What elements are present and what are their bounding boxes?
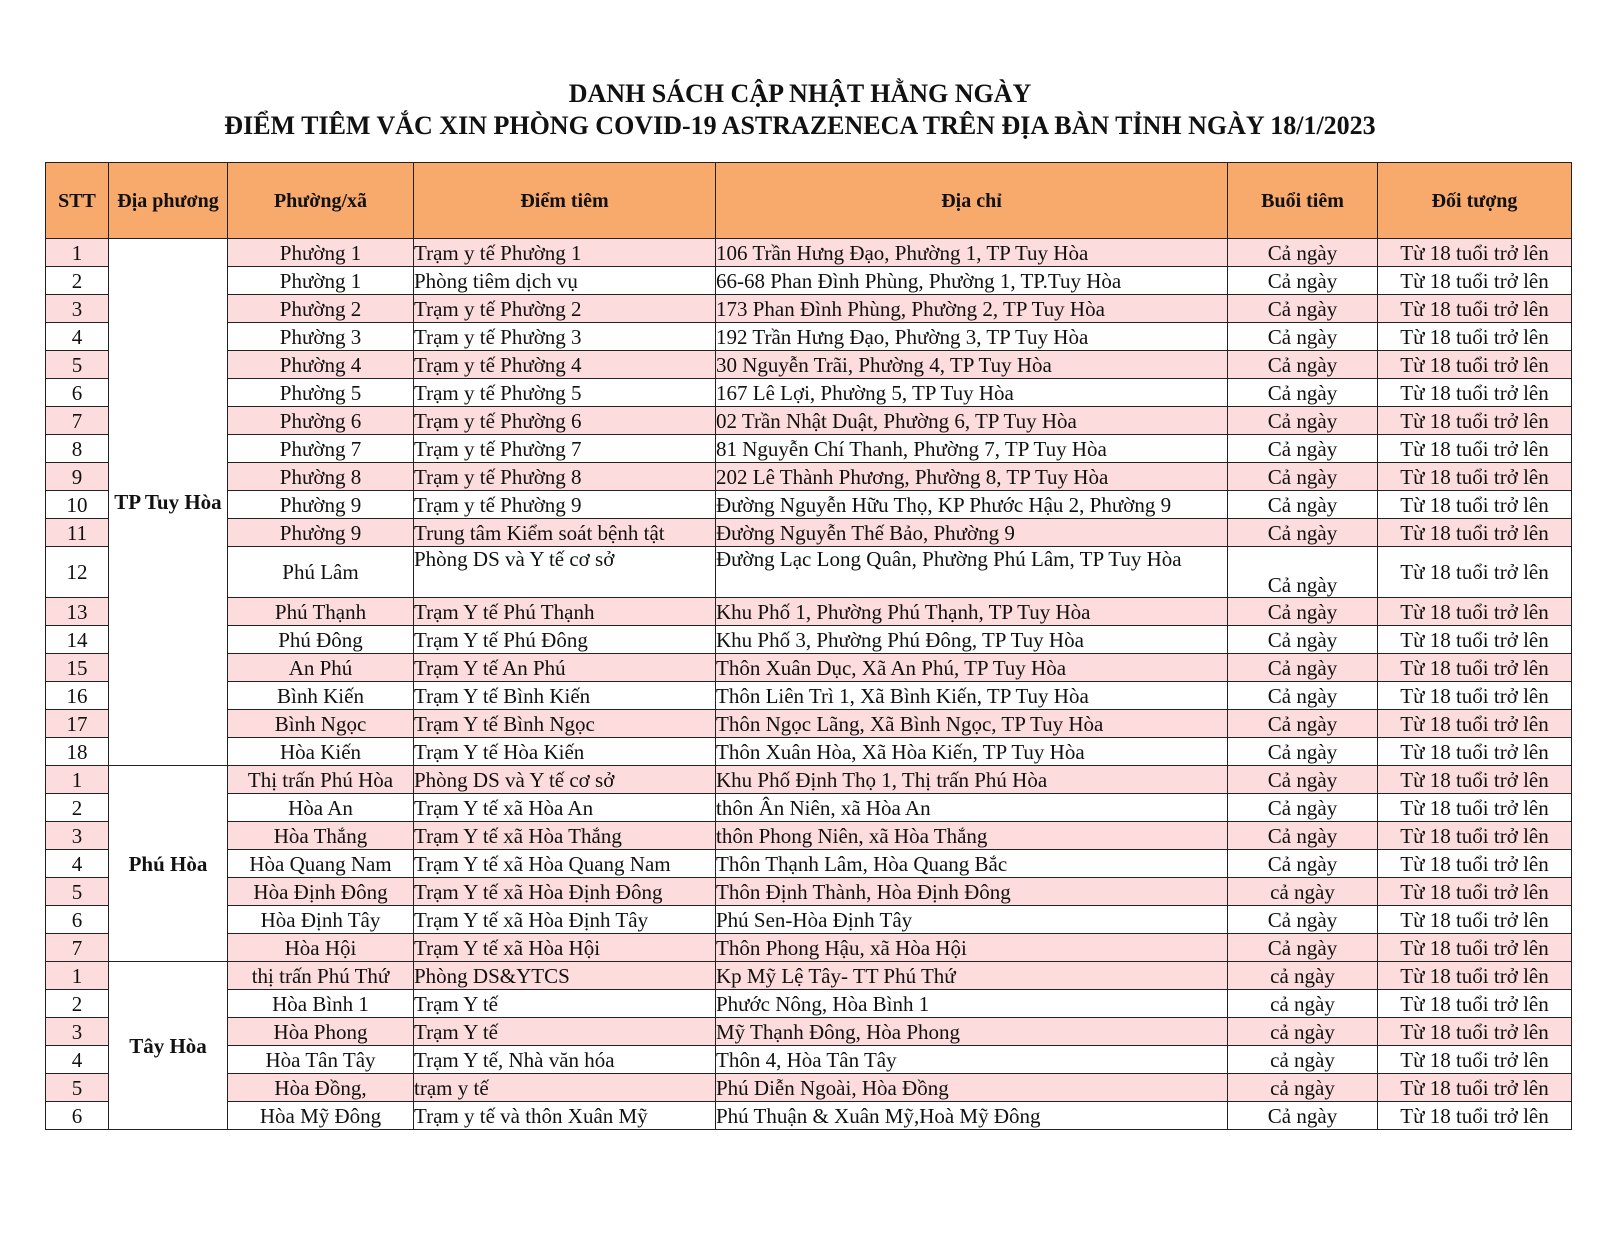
vaccination-sites-table (45, 162, 1572, 1130)
table-row (46, 738, 1572, 766)
session-cell: Cả ngày (1228, 463, 1378, 491)
ward-cell: Phường 1 (228, 239, 414, 267)
ward-cell: Thị trấn Phú Hòa (228, 766, 414, 794)
session-cell: Cả ngày (1228, 598, 1378, 626)
target-cell: Từ 18 tuổi trở lên (1378, 822, 1572, 850)
header-target: Đối tượng (1378, 163, 1572, 239)
table-row (46, 934, 1572, 962)
ward-cell: Phường 7 (228, 435, 414, 463)
target-cell: Từ 18 tuổi trở lên (1378, 379, 1572, 407)
session-cell: Cả ngày (1228, 547, 1378, 598)
session-cell: Cả ngày (1228, 491, 1378, 519)
session-cell: Cả ngày (1228, 822, 1378, 850)
ward-cell: Bình Kiến (228, 682, 414, 710)
site-cell: Trạm Y tế Bình Ngọc (414, 710, 716, 738)
ward-cell: Hòa Kiến (228, 738, 414, 766)
ward-cell: Phường 8 (228, 463, 414, 491)
session-cell: Cả ngày (1228, 766, 1378, 794)
stt-cell: 14 (46, 626, 109, 654)
site-cell: Phòng tiêm dịch vụ (414, 267, 716, 295)
site-cell: Trạm Y tế, Nhà văn hóa (414, 1046, 716, 1074)
stt-cell: 4 (46, 850, 109, 878)
ward-cell: Hòa Định Đông (228, 878, 414, 906)
table-row (46, 766, 1572, 794)
address-cell: Phước Nông, Hòa Bình 1 (716, 990, 1228, 1018)
session-cell: Cả ngày (1228, 435, 1378, 463)
target-cell: Từ 18 tuổi trở lên (1378, 962, 1572, 990)
stt-cell: 2 (46, 267, 109, 295)
address-cell: 202 Lê Thành Phương, Phường 8, TP Tuy Hòa (716, 463, 1228, 491)
address-cell: 30 Nguyễn Trãi, Phường 4, TP Tuy Hòa (716, 351, 1228, 379)
stt-cell: 3 (46, 1018, 109, 1046)
locality-cell: TP Tuy Hòa (109, 239, 228, 766)
address-cell: 106 Trần Hưng Đạo, Phường 1, TP Tuy Hòa (716, 239, 1228, 267)
site-cell: Phòng DS và Y tế cơ sở (414, 766, 716, 794)
site-cell: Trạm y tế Phường 8 (414, 463, 716, 491)
table-row (46, 1074, 1572, 1102)
table-row (46, 794, 1572, 822)
session-cell: Cả ngày (1228, 295, 1378, 323)
stt-cell: 5 (46, 351, 109, 379)
site-cell: Trung tâm Kiểm soát bệnh tật (414, 519, 716, 547)
table-row (46, 295, 1572, 323)
target-cell: Từ 18 tuổi trở lên (1378, 1018, 1572, 1046)
site-cell: Phòng DS&YTCS (414, 962, 716, 990)
site-cell: Trạm Y tế xã Hòa Hội (414, 934, 716, 962)
address-cell: 81 Nguyễn Chí Thanh, Phường 7, TP Tuy Hòa (716, 435, 1228, 463)
session-cell: Cả ngày (1228, 267, 1378, 295)
table-row (46, 990, 1572, 1018)
target-cell: Từ 18 tuổi trở lên (1378, 850, 1572, 878)
address-cell: thôn Ân Niên, xã Hòa An (716, 794, 1228, 822)
target-cell: Từ 18 tuổi trở lên (1378, 934, 1572, 962)
site-cell: Phòng DS và Y tế cơ sở (414, 547, 716, 598)
session-cell: Cả ngày (1228, 379, 1378, 407)
session-cell: Cả ngày (1228, 323, 1378, 351)
address-cell: Đường Nguyễn Thế Bảo, Phường 9 (716, 519, 1228, 547)
table-row (46, 1046, 1572, 1074)
session-cell: Cả ngày (1228, 239, 1378, 267)
header-address: Địa chỉ (716, 163, 1228, 239)
address-cell: Thôn Định Thành, Hòa Định Đông (716, 878, 1228, 906)
target-cell: Từ 18 tuổi trở lên (1378, 1102, 1572, 1130)
table-row (46, 351, 1572, 379)
stt-cell: 1 (46, 239, 109, 267)
ward-cell: Phường 9 (228, 519, 414, 547)
table-row (46, 435, 1572, 463)
table-row (46, 267, 1572, 295)
locality-cell: Tây Hòa (109, 962, 228, 1130)
table-row (46, 463, 1572, 491)
ward-cell: Phường 2 (228, 295, 414, 323)
stt-cell: 2 (46, 990, 109, 1018)
header-session: Buổi tiêm (1228, 163, 1378, 239)
session-cell: cả ngày (1228, 1018, 1378, 1046)
address-cell: Thôn Ngọc Lãng, Xã Bình Ngọc, TP Tuy Hòa (716, 710, 1228, 738)
address-cell: Phú Thuận & Xuân Mỹ,Hoà Mỹ Đông (716, 1102, 1228, 1130)
header-ward: Phường/xã (228, 163, 414, 239)
address-cell: Thôn 4, Hòa Tân Tây (716, 1046, 1228, 1074)
ward-cell: Phú Thạnh (228, 598, 414, 626)
address-cell: Phú Sen-Hòa Định Tây (716, 906, 1228, 934)
stt-cell: 1 (46, 962, 109, 990)
site-cell: Trạm y tế Phường 2 (414, 295, 716, 323)
session-cell: Cả ngày (1228, 1102, 1378, 1130)
site-cell: Trạm Y tế xã Hòa Quang Nam (414, 850, 716, 878)
site-cell: Trạm Y tế (414, 990, 716, 1018)
stt-cell: 3 (46, 822, 109, 850)
site-cell: Trạm Y tế An Phú (414, 654, 716, 682)
target-cell: Từ 18 tuổi trở lên (1378, 1046, 1572, 1074)
document-subtitle: ĐIỂM TIÊM VẮC XIN PHÒNG COVID-19 ASTRAZENECA TRÊN ĐỊA BÀN TỈNH NGÀY 18/1/2023 (224, 111, 1376, 140)
table-row (46, 682, 1572, 710)
table-row (46, 519, 1572, 547)
ward-cell: Phường 4 (228, 351, 414, 379)
target-cell: Từ 18 tuổi trở lên (1378, 682, 1572, 710)
target-cell: Từ 18 tuổi trở lên (1378, 738, 1572, 766)
ward-cell: Phường 1 (228, 267, 414, 295)
table-row (46, 878, 1572, 906)
site-cell: Trạm y tế Phường 5 (414, 379, 716, 407)
ward-cell: Phú Lâm (228, 547, 414, 598)
ward-cell: Hòa Đồng, (228, 1074, 414, 1102)
site-cell: Trạm Y tế Phú Đông (414, 626, 716, 654)
table-row (46, 1018, 1572, 1046)
session-cell: Cả ngày (1228, 934, 1378, 962)
address-cell: Khu Phố Định Thọ 1, Thị trấn Phú Hòa (716, 766, 1228, 794)
table-row (46, 379, 1572, 407)
target-cell: Từ 18 tuổi trở lên (1378, 407, 1572, 435)
table-row (46, 626, 1572, 654)
stt-cell: 10 (46, 491, 109, 519)
site-cell: Trạm Y tế xã Hòa Định Tây (414, 906, 716, 934)
site-cell: Trạm Y tế xã Hòa Thắng (414, 822, 716, 850)
session-cell: Cả ngày (1228, 710, 1378, 738)
session-cell: cả ngày (1228, 962, 1378, 990)
target-cell: Từ 18 tuổi trở lên (1378, 990, 1572, 1018)
address-cell: thôn Phong Niên, xã Hòa Thắng (716, 822, 1228, 850)
session-cell: cả ngày (1228, 990, 1378, 1018)
address-cell: Mỹ Thạnh Đông, Hòa Phong (716, 1018, 1228, 1046)
stt-cell: 7 (46, 407, 109, 435)
table-row (46, 822, 1572, 850)
session-cell: Cả ngày (1228, 850, 1378, 878)
ward-cell: Phường 3 (228, 323, 414, 351)
stt-cell: 16 (46, 682, 109, 710)
table-row (46, 710, 1572, 738)
site-cell: Trạm Y tế Phú Thạnh (414, 598, 716, 626)
address-cell: 192 Trần Hưng Đạo, Phường 3, TP Tuy Hòa (716, 323, 1228, 351)
ward-cell: Hòa Quang Nam (228, 850, 414, 878)
target-cell: Từ 18 tuổi trở lên (1378, 239, 1572, 267)
stt-cell: 2 (46, 794, 109, 822)
target-cell: Từ 18 tuổi trở lên (1378, 323, 1572, 351)
stt-cell: 4 (46, 1046, 109, 1074)
stt-cell: 15 (46, 654, 109, 682)
ward-cell: Hòa Hội (228, 934, 414, 962)
table-row (46, 962, 1572, 990)
session-cell: Cả ngày (1228, 654, 1378, 682)
session-cell: Cả ngày (1228, 351, 1378, 379)
address-cell: Khu Phố 1, Phường Phú Thạnh, TP Tuy Hòa (716, 598, 1228, 626)
stt-cell: 6 (46, 1102, 109, 1130)
target-cell: Từ 18 tuổi trở lên (1378, 626, 1572, 654)
stt-cell: 9 (46, 463, 109, 491)
document-title: DANH SÁCH CẬP NHẬT HẰNG NGÀY (568, 79, 1032, 108)
target-cell: Từ 18 tuổi trở lên (1378, 654, 1572, 682)
table-row (46, 654, 1572, 682)
locality-cell: Phú Hòa (109, 766, 228, 962)
stt-cell: 11 (46, 519, 109, 547)
address-cell: 173 Phan Đình Phùng, Phường 2, TP Tuy Hòa (716, 295, 1228, 323)
address-cell: Đường Lạc Long Quân, Phường Phú Lâm, TP Tuy Hòa (716, 547, 1228, 598)
address-cell: Đường Nguyễn Hữu Thọ, KP Phước Hậu 2, Phường 9 (716, 491, 1228, 519)
site-cell: Trạm Y tế xã Hòa An (414, 794, 716, 822)
session-cell: Cả ngày (1228, 906, 1378, 934)
session-cell: Cả ngày (1228, 682, 1378, 710)
table-row (46, 407, 1572, 435)
table-row (46, 239, 1572, 267)
ward-cell: Hòa An (228, 794, 414, 822)
site-cell: Trạm y tế Phường 4 (414, 351, 716, 379)
stt-cell: 5 (46, 878, 109, 906)
ward-cell: Hòa Định Tây (228, 906, 414, 934)
stt-cell: 8 (46, 435, 109, 463)
ward-cell: thị trấn Phú Thứ (228, 962, 414, 990)
target-cell: Từ 18 tuổi trở lên (1378, 1074, 1572, 1102)
target-cell: Từ 18 tuổi trở lên (1378, 710, 1572, 738)
address-cell: Khu Phố 3, Phường Phú Đông, TP Tuy Hòa (716, 626, 1228, 654)
target-cell: Từ 18 tuổi trở lên (1378, 351, 1572, 379)
stt-cell: 6 (46, 906, 109, 934)
site-cell: Trạm Y tế Hòa Kiến (414, 738, 716, 766)
stt-cell: 6 (46, 379, 109, 407)
stt-cell: 17 (46, 710, 109, 738)
address-cell: 02 Trần Nhật Duật, Phường 6, TP Tuy Hòa (716, 407, 1228, 435)
site-cell: Trạm Y tế xã Hòa Định Đông (414, 878, 716, 906)
address-cell: Thôn Liên Trì 1, Xã Bình Kiến, TP Tuy Hòa (716, 682, 1228, 710)
site-cell: trạm y tế (414, 1074, 716, 1102)
site-cell: Trạm y tế Phường 7 (414, 435, 716, 463)
stt-cell: 3 (46, 295, 109, 323)
ward-cell: Hòa Phong (228, 1018, 414, 1046)
ward-cell: Phú Đông (228, 626, 414, 654)
session-cell: cả ngày (1228, 878, 1378, 906)
session-cell: cả ngày (1228, 1074, 1378, 1102)
stt-cell: 4 (46, 323, 109, 351)
table-header-row (46, 163, 1572, 239)
site-cell: Trạm y tế Phường 9 (414, 491, 716, 519)
ward-cell: Phường 6 (228, 407, 414, 435)
site-cell: Trạm Y tế Bình Kiến (414, 682, 716, 710)
target-cell: Từ 18 tuổi trở lên (1378, 463, 1572, 491)
target-cell: Từ 18 tuổi trở lên (1378, 598, 1572, 626)
ward-cell: Hòa Bình 1 (228, 990, 414, 1018)
header-locality: Địa phương (109, 163, 228, 239)
session-cell: cả ngày (1228, 1046, 1378, 1074)
session-cell: Cả ngày (1228, 794, 1378, 822)
address-cell: Phú Diễn Ngoài, Hòa Đồng (716, 1074, 1228, 1102)
table-row (46, 1102, 1572, 1130)
site-cell: Trạm y tế Phường 1 (414, 239, 716, 267)
stt-cell: 1 (46, 766, 109, 794)
ward-cell: An Phú (228, 654, 414, 682)
stt-cell: 12 (46, 547, 109, 598)
ward-cell: Hòa Tân Tây (228, 1046, 414, 1074)
stt-cell: 7 (46, 934, 109, 962)
target-cell: Từ 18 tuổi trở lên (1378, 267, 1572, 295)
address-cell: Thôn Thạnh Lâm, Hòa Quang Bắc (716, 850, 1228, 878)
table-row (46, 850, 1572, 878)
site-cell: Trạm y tế Phường 3 (414, 323, 716, 351)
address-cell: 66-68 Phan Đình Phùng, Phường 1, TP.Tuy Hòa (716, 267, 1228, 295)
target-cell: Từ 18 tuổi trở lên (1378, 435, 1572, 463)
ward-cell: Bình Ngọc (228, 710, 414, 738)
stt-cell: 13 (46, 598, 109, 626)
table-row (46, 491, 1572, 519)
address-cell: Kp Mỹ Lệ Tây- TT Phú Thứ (716, 962, 1228, 990)
ward-cell: Hòa Mỹ Đông (228, 1102, 414, 1130)
address-cell: Thôn Xuân Dục, Xã An Phú, TP Tuy Hòa (716, 654, 1228, 682)
target-cell: Từ 18 tuổi trở lên (1378, 295, 1572, 323)
target-cell: Từ 18 tuổi trở lên (1378, 519, 1572, 547)
target-cell: Từ 18 tuổi trở lên (1378, 906, 1572, 934)
target-cell: Từ 18 tuổi trở lên (1378, 766, 1572, 794)
table-row (46, 323, 1572, 351)
ward-cell: Phường 9 (228, 491, 414, 519)
stt-cell: 5 (46, 1074, 109, 1102)
address-cell: Thôn Xuân Hòa, Xã Hòa Kiến, TP Tuy Hòa (716, 738, 1228, 766)
table-body (46, 239, 1572, 1130)
session-cell: Cả ngày (1228, 407, 1378, 435)
table-row (46, 547, 1572, 598)
header-site: Điểm tiêm (414, 163, 716, 239)
target-cell: Từ 18 tuổi trở lên (1378, 491, 1572, 519)
stt-cell: 18 (46, 738, 109, 766)
site-cell: Trạm y tế và thôn Xuân Mỹ (414, 1102, 716, 1130)
header-stt: STT (46, 163, 109, 239)
session-cell: Cả ngày (1228, 519, 1378, 547)
ward-cell: Phường 5 (228, 379, 414, 407)
target-cell: Từ 18 tuổi trở lên (1378, 878, 1572, 906)
address-cell: 167 Lê Lợi, Phường 5, TP Tuy Hòa (716, 379, 1228, 407)
address-cell: Thôn Phong Hậu, xã Hòa Hội (716, 934, 1228, 962)
target-cell: Từ 18 tuổi trở lên (1378, 794, 1572, 822)
document-header (0, 78, 1600, 142)
site-cell: Trạm Y tế (414, 1018, 716, 1046)
table-row (46, 598, 1572, 626)
site-cell: Trạm y tế Phường 6 (414, 407, 716, 435)
ward-cell: Hòa Thắng (228, 822, 414, 850)
session-cell: Cả ngày (1228, 738, 1378, 766)
session-cell: Cả ngày (1228, 626, 1378, 654)
table-row (46, 906, 1572, 934)
target-cell: Từ 18 tuổi trở lên (1378, 547, 1572, 598)
